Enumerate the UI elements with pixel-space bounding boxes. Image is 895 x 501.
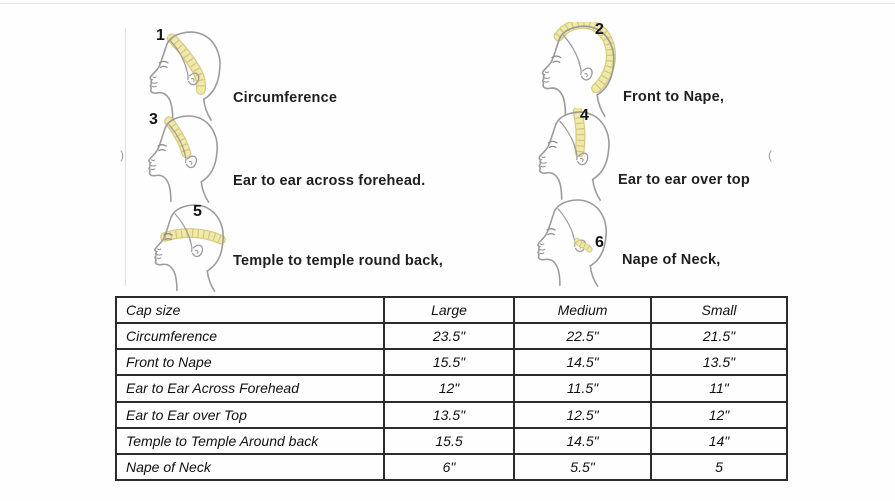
- label-circumference: Circumference: [233, 90, 338, 106]
- tape-band-temple-round-back: [165, 233, 221, 240]
- diagram-number-6: 6: [595, 234, 604, 251]
- cell-medium: 14.5": [514, 428, 651, 454]
- diagram-panel-left-edge: [125, 28, 126, 286]
- scan-artifact-left: ): [120, 148, 124, 162]
- row-label: Front to Nape: [116, 349, 384, 375]
- diagram-number-1: 1: [156, 27, 165, 44]
- tape-band-nape: [577, 241, 589, 249]
- scan-artifact-right: (: [768, 148, 772, 162]
- diagram-number-2: 2: [595, 21, 604, 38]
- table-row-ear-to-ear-across-forehead: [116, 375, 787, 401]
- head-diagram-front-to-nape: [526, 22, 626, 118]
- row-label: Nape of Neck: [116, 454, 384, 480]
- cell-large: 15.5: [384, 428, 514, 454]
- cell-large: 6": [384, 454, 514, 480]
- col-header-small: Small: [651, 297, 787, 323]
- head-diagram-ear-to-ear-across-forehead: [132, 112, 230, 204]
- head-diagram-ear-to-ear-over-top: [522, 108, 622, 202]
- table-row-circumference: [116, 323, 787, 349]
- label-temple-to-temple: Temple to temple round back,: [233, 253, 443, 269]
- table-row-nape-of-neck: [116, 454, 787, 480]
- cell-large: 23.5": [384, 323, 514, 349]
- diagram-number-4: 4: [580, 107, 589, 124]
- col-header-medium: Medium: [514, 297, 651, 323]
- col-header-large: Large: [384, 297, 514, 323]
- cell-small: 13.5": [651, 349, 787, 375]
- cell-small: 11": [651, 375, 787, 401]
- cell-large: 15.5": [384, 349, 514, 375]
- diagram-number-5: 5: [193, 203, 202, 220]
- table-row-front-to-nape: [116, 349, 787, 375]
- row-label: Ear to Ear over Top: [116, 402, 384, 428]
- cell-medium: 14.5": [514, 349, 651, 375]
- head-diagram-temple-to-temple: [138, 201, 236, 293]
- row-label: Temple to Temple Around back: [116, 428, 384, 454]
- head-diagram-circumference: [134, 28, 232, 122]
- cell-medium: 12.5": [514, 402, 651, 428]
- table-header-row: [116, 297, 787, 323]
- cell-small: 5: [651, 454, 787, 480]
- cell-medium: 5.5": [514, 454, 651, 480]
- cell-large: 12": [384, 375, 514, 401]
- diagram-number-3: 3: [149, 111, 158, 128]
- label-ear-to-ear-over-top: Ear to ear over top: [618, 172, 750, 188]
- cell-small: 12": [651, 402, 787, 428]
- col-header-cap-size: Cap size: [116, 297, 384, 323]
- cap-size-table: [115, 296, 788, 481]
- label-front-to-nape: Front to Nape,: [623, 89, 725, 105]
- cell-small: 21.5": [651, 323, 787, 349]
- row-label: Circumference: [116, 323, 384, 349]
- cell-large: 13.5": [384, 402, 514, 428]
- row-label: Ear to Ear Across Forehead: [116, 375, 384, 401]
- label-nape-of-neck: Nape of Neck,: [622, 252, 721, 268]
- table-row-temple-to-temple: [116, 428, 787, 454]
- table-row-ear-to-ear-over-top: [116, 402, 787, 428]
- cell-medium: 11.5": [514, 375, 651, 401]
- cell-medium: 22.5": [514, 323, 651, 349]
- cell-small: 14": [651, 428, 787, 454]
- scan-top-edge-line: [0, 3, 895, 4]
- label-ear-to-ear-across-forehead: Ear to ear across forehead.: [233, 173, 426, 189]
